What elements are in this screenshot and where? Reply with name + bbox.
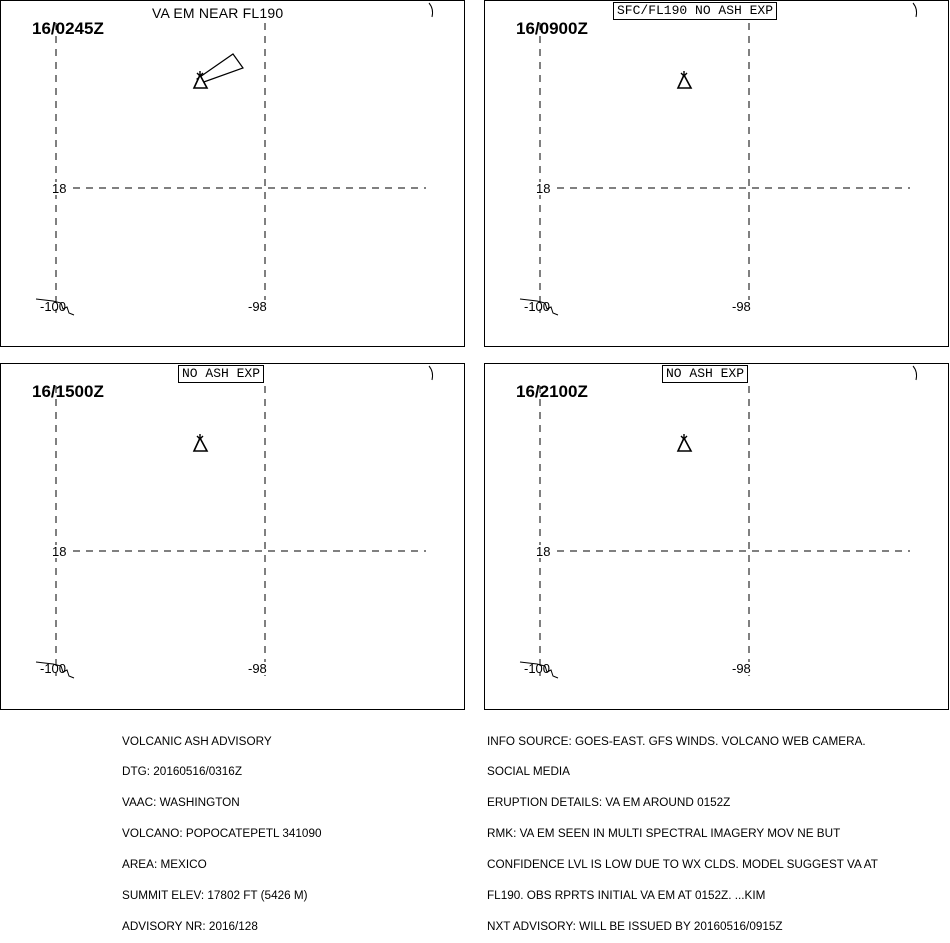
advisory-line: VOLCANO: POPOCATEPETL 341090 (122, 828, 322, 841)
forecast-time: 16/1500Z (32, 382, 104, 401)
lon-label-right: -98 (732, 299, 751, 314)
ash-header: SFC/FL190 NO ASH EXP (613, 2, 777, 20)
info-line: FL190. OBS RPRTS INITIAL VA EM AT 0152Z. ...KIM (487, 890, 766, 903)
advisory-line: SUMMIT ELEV: 17802 FT (5426 M) (122, 890, 308, 903)
volcano-icon (194, 434, 207, 451)
forecast-panel-1500 (0, 363, 465, 710)
lon-label-left: -100 (524, 661, 551, 676)
ash-header: NO ASH EXP (662, 365, 748, 383)
lon-label-left: -100 (524, 299, 551, 314)
advisory-line: DTG: 20160516/0316Z (122, 766, 242, 779)
map-canvas (1, 364, 466, 711)
info-line: CONFIDENCE LVL IS LOW DUE TO WX CLDS. MODEL SUGGEST VA AT (487, 859, 878, 872)
forecast-panel-2100 (484, 363, 949, 710)
info-line: NXT ADVISORY: WILL BE ISSUED BY 20160516/0915Z (487, 920, 783, 933)
map-canvas (485, 364, 950, 711)
lon-label-right: -98 (248, 661, 267, 676)
forecast-panel-0900 (484, 0, 949, 347)
info-block (487, 716, 878, 943)
lon-label-left: -100 (40, 299, 67, 314)
ash-header: NO ASH EXP (178, 365, 264, 383)
coastline (913, 366, 917, 380)
lon-label-left: -100 (40, 661, 67, 676)
forecast-time: 16/0245Z (32, 19, 104, 38)
lat-label: 18 (536, 544, 551, 559)
lat-label: 18 (536, 181, 551, 196)
lon-label-right: -98 (248, 299, 267, 314)
map-canvas (485, 1, 950, 348)
advisory-block (122, 716, 322, 943)
forecast-time: 16/0900Z (516, 19, 588, 38)
ash-header: VA EM NEAR FL190 (152, 5, 284, 21)
advisory-line: AREA: MEXICO (122, 859, 207, 872)
volcano-icon (678, 434, 691, 451)
forecast-panel-0245 (0, 0, 465, 347)
coastline (913, 3, 917, 17)
volcano-icon (678, 71, 691, 88)
map-canvas (1, 1, 466, 348)
coastline (429, 366, 433, 380)
info-line: RMK: VA EM SEEN IN MULTI SPECTRAL IMAGERY MOV NE BUT (487, 828, 841, 841)
coastline (429, 3, 433, 17)
info-line: INFO SOURCE: GOES-EAST. GFS WINDS. VOLCANO WEB CAMERA. (487, 735, 866, 748)
lat-label: 18 (52, 181, 67, 196)
forecast-time: 16/2100Z (516, 382, 588, 401)
lat-label: 18 (52, 544, 67, 559)
advisory-line: ADVISORY NR: 2016/128 (122, 920, 258, 933)
info-line: SOCIAL MEDIA (487, 766, 571, 779)
info-line: ERUPTION DETAILS: VA EM AROUND 0152Z (487, 797, 731, 810)
ash-cloud-polygon (197, 54, 243, 83)
advisory-line: VOLCANIC ASH ADVISORY (122, 735, 272, 748)
advisory-line: VAAC: WASHINGTON (122, 797, 240, 810)
lon-label-right: -98 (732, 661, 751, 676)
